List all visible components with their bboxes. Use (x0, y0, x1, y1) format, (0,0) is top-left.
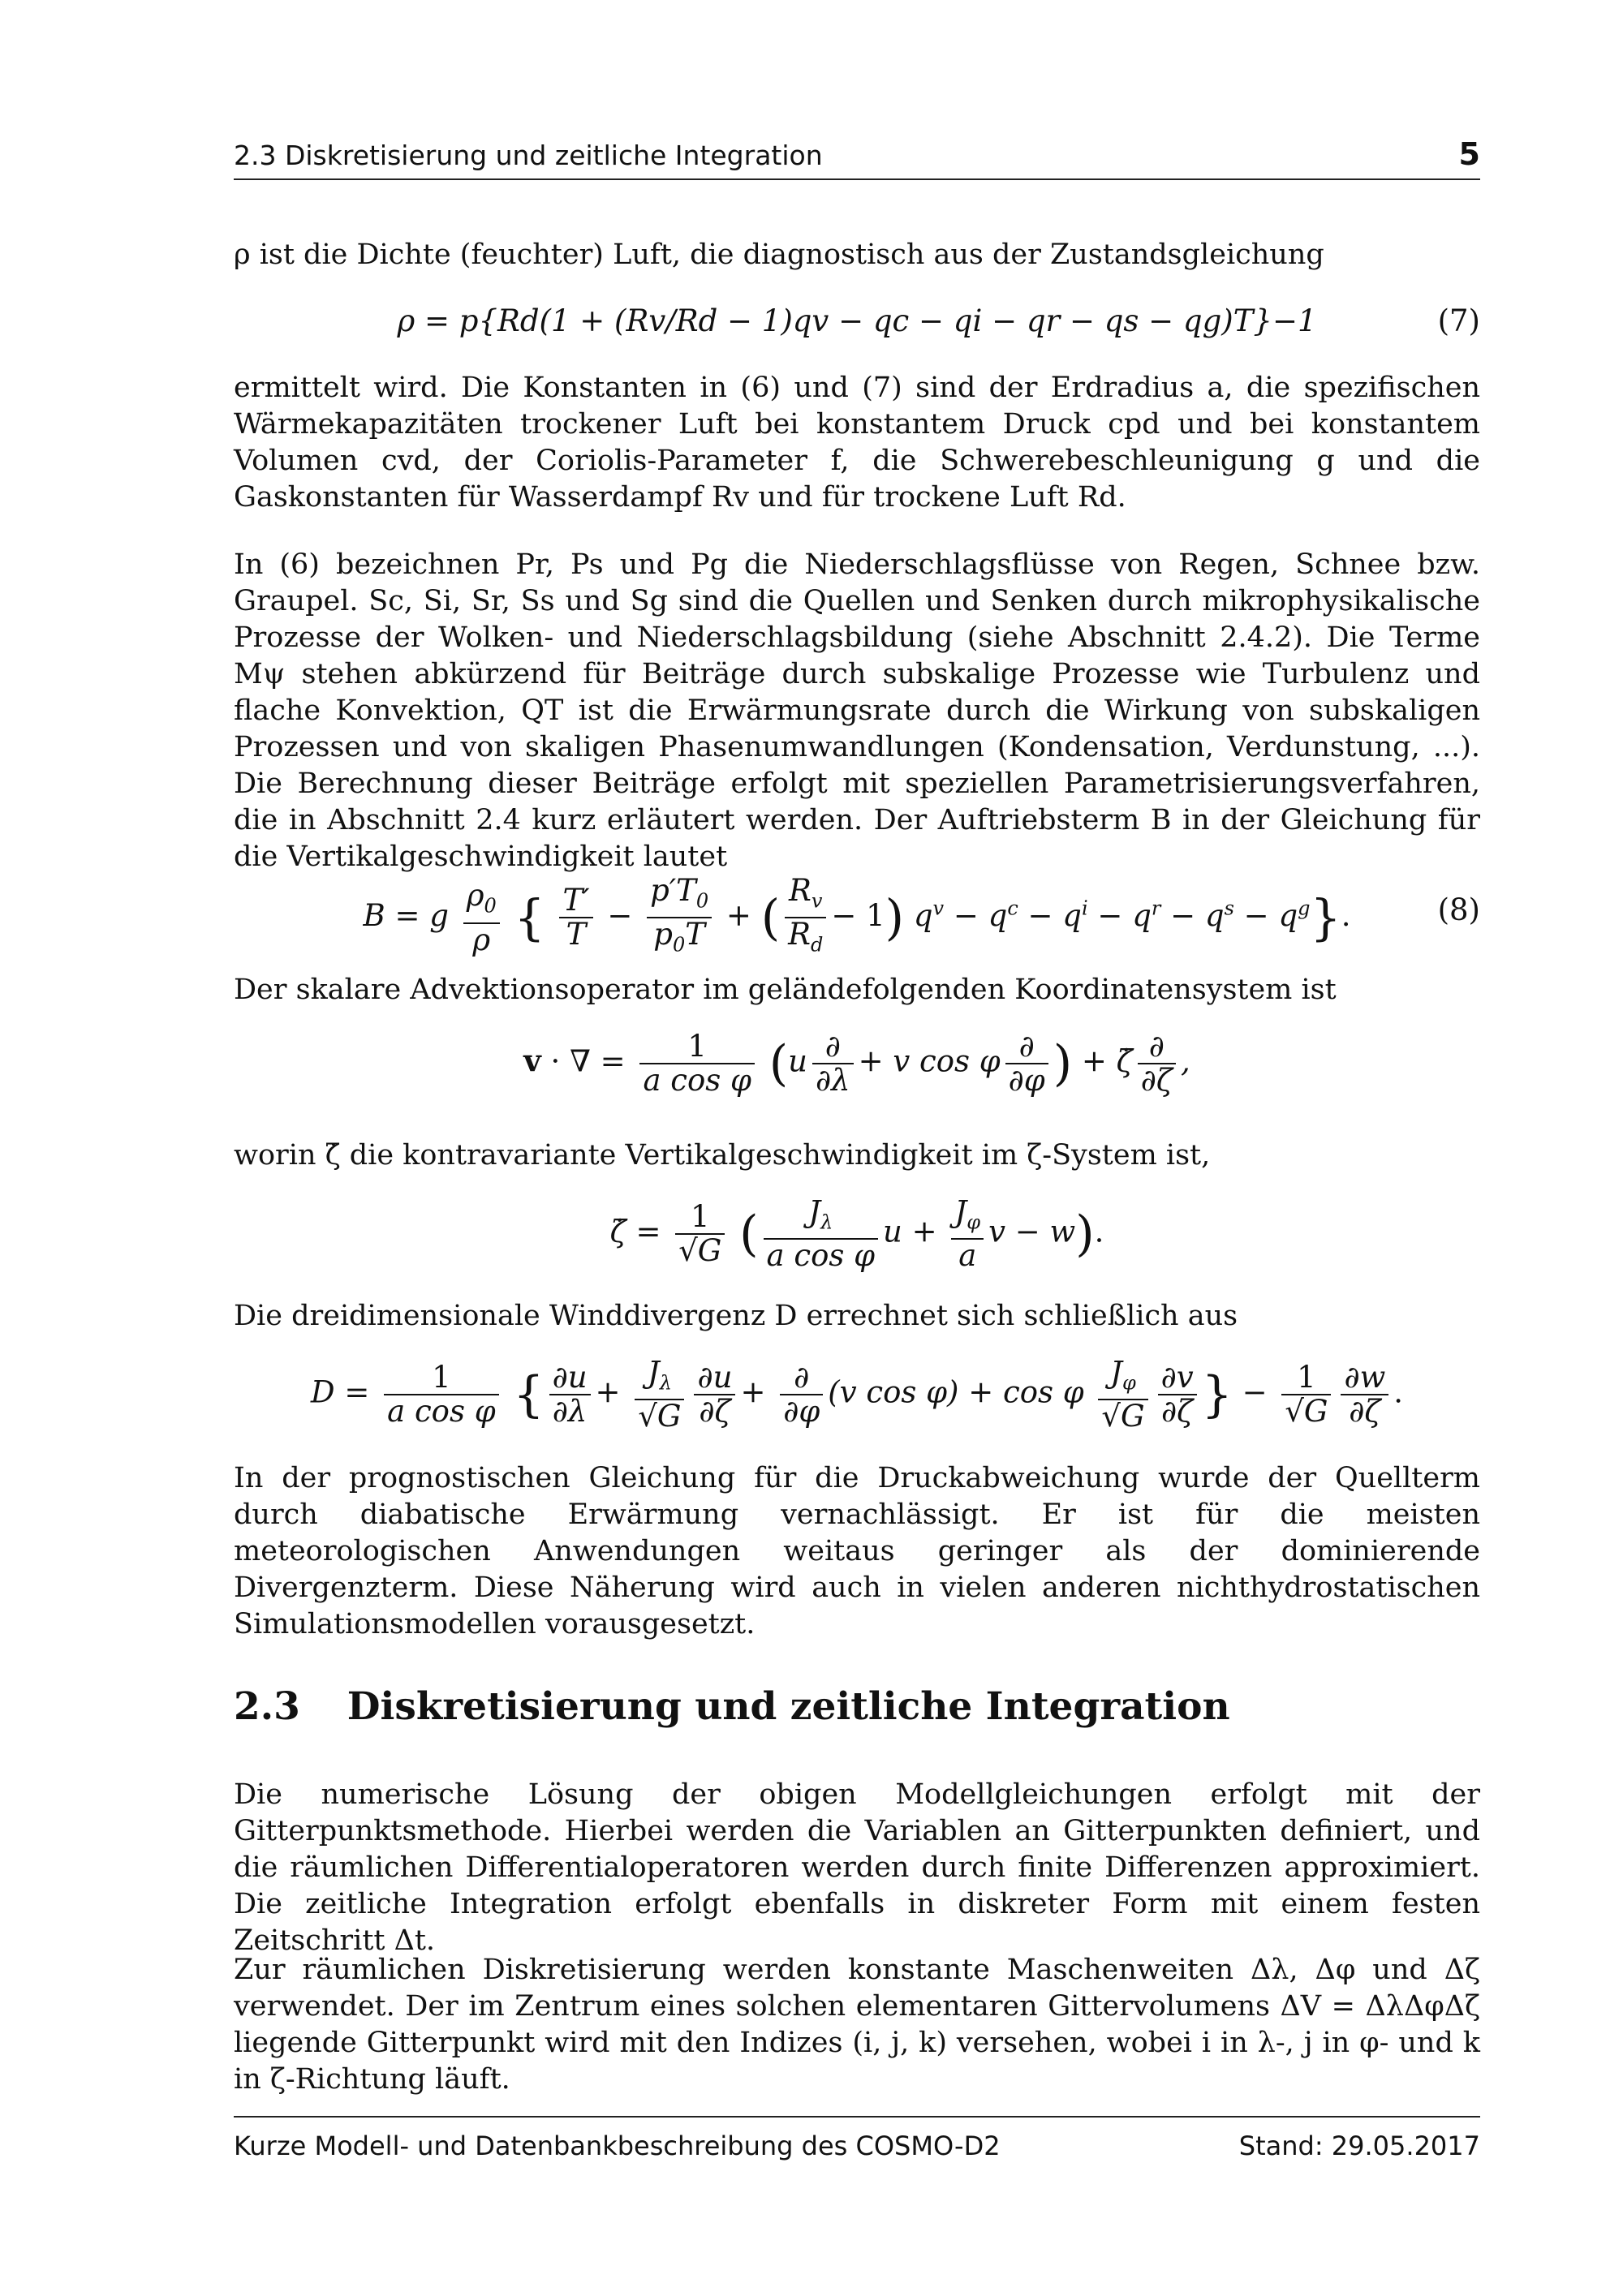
footer-document-title: Kurze Modell- und Datenbankbeschreibung des COSMO-D2 (234, 2130, 1001, 2161)
equation-divergence: D = $\frac{1}{\text{a cos φ}}$ { $\frac{\partial u}{\partial\lambda}$ + $\frac{J_\lambda}{√G}$ $\frac{\partial u}{\partial\zeta}$ + $\frac{\partial}{\partial\varphi}$ (v cos φ) + cos φ $\frac{J_\varphi}{√G}$ $\frac{\partial v}{\partial\zeta}$ } − $\frac{1}{√G}$ $\frac{\partial w}{\partial\zeta}$ . (310, 1355, 1404, 1434)
paragraph-precipitation: In (6) bezeichnen Pr, Ps und Pg die Niederschlagsflüsse von Regen, Schnee bzw. Graupel. Sc, Si, Sr, Ss und Sg sind die Quellen und Senken durch mikrophysikalische Prozesse der Wolken- und Niederschlagsbildung (siehe Abschnitt 2.4.2). Die Terme Mψ stehen abkürzend für Beiträge durch subskalige Prozesse wie Turbulenz und flache Konvektion, QT ist die Erwärmungsrate durch die Wirkung von subskaligen Prozessen und von skaligen Phasenumwandlungen (Kondensation, Verdunstung, ...). Die Berechnung dieser Beiträge erfolgt mit speziellen Parametrisierungsverfahren, die in Abschnitt 2.4 kurz erläutert werden. Der Auftriebsterm B in der Gleichung für die Vertikalgeschwindigkeit lautet (234, 548, 1480, 873)
frac-d-dphi-2: $\frac{\partial}{\partial\varphi}$ (780, 1361, 823, 1428)
frac-d-dzeta: $\frac{\partial}{\partial\zeta}$ (1138, 1030, 1176, 1097)
frac-pprime-t0: $\frac{p'T_0}{p_0T}$ (647, 875, 712, 961)
paragraph-divergence: Die dreidimensionale Winddivergenz D errechnet sich schließlich aus (234, 1300, 1238, 1332)
equation-7-body: ρ = p{Rd(1 + (Rv/Rd − 1)qv − qc − qi − qr − qs − qg)T}−1 (397, 303, 1317, 338)
section-heading (234, 1684, 1230, 1729)
frac-rho0-rho: $\frac{\rho_0}{\rho}$ (463, 879, 500, 956)
equation-7-number: (7) (1437, 303, 1480, 338)
frac-1-sqrtg-2: $\frac{1}{√G}$ (1281, 1361, 1331, 1428)
frac-jlambda-sqrtg: $\frac{J_\lambda}{√G}$ (635, 1357, 684, 1433)
frac-du-dlambda: $\frac{\partial u}{\partial\lambda}$ (549, 1361, 591, 1428)
frac-1-sqrtg: $\frac{1}{√G}$ (675, 1201, 725, 1267)
footer-date: Stand: 29.05.2017 (1238, 2130, 1480, 2161)
paragraph-density-intro: ρ ist die Dichte (feuchter) Luft, die diagnostisch aus der Zustandsgleichung (234, 239, 1324, 271)
frac-du-dzeta: $\frac{\partial u}{\partial\zeta}$ (694, 1361, 735, 1428)
running-header-title: 2.3 Diskretisierung und zeitliche Integration (234, 140, 823, 171)
equation-8: B = g $\frac{\rho_0}{\rho}$ { $\frac{T'}{T}$ − $\frac{p'T_0}{p_0T}$ + ( $\frac{R_v}{R_d}$ − 1) $q^v - q^c - q^i - q^r - q^s - q^g$}. (8) (234, 875, 1480, 952)
frac-dv-dzeta: $\frac{\partial v}{\partial\zeta}$ (1158, 1361, 1197, 1428)
frac-dw-dzeta: $\frac{\partial w}{\partial\zeta}$ (1341, 1361, 1388, 1428)
frac-1-acosphi: $\frac{1}{\text{a cos φ}}$ (639, 1030, 754, 1097)
equation-zeta-dot: ζ̇ = $\frac{1}{√G}$ ( $\frac{J_\lambda}{\text{a cos φ}}$ u + $\frac{J_\varphi}{a}$ v − w). (609, 1194, 1104, 1274)
page-number: 5 (1458, 136, 1480, 172)
frac-rv-rd: $\frac{R_v}{R_d}$ (785, 875, 826, 961)
frac-jphi-sqrtg: $\frac{J_\varphi}{√G}$ (1098, 1357, 1147, 1433)
equation-advection: v · ∇ = $\frac{1}{\text{a cos φ}}$ (u $\frac{\partial}{\partial\lambda}$ + v cos φ $\frac{\partial}{\partial\varphi}$ ) + ζ̇ $\frac{\partial}{\partial\zeta}$ , (523, 1029, 1190, 1098)
frac-jphi-a: $\frac{J_\varphi}{a}$ (951, 1196, 984, 1272)
paragraph-pressure-deviation: In der prognostischen Gleichung für die Druckabweichung wurde der Quellterm durch diabatische Erwärmung vernachlässigt. Er ist für die meisten meteorologischen Anwendungen weitaus geringer als der dominierende Divergenzterm. Diese Näherung wird auch in vielen anderen nichthydrostatischen Simulationsmodellen vorausgesetzt. (234, 1462, 1480, 1640)
equation-8-number: (8) (1437, 892, 1480, 927)
equation-7 (234, 303, 1480, 338)
paragraph-constants: ermittelt wird. Die Konstanten in (6) und (7) sind der Erdradius a, die spezifischen Wärmekapazitäten trockener Luft bei konstantem Druck cpd und bei konstantem Volumen cvd, der Coriolis-Parameter f, die Schwerebeschleunigung g und die Gaskonstanten für Wasserdampf Rv und für trockene Luft Rd. (234, 372, 1480, 514)
frac-1-acosphi-2: $\frac{1}{\text{a cos φ}}$ (384, 1361, 498, 1428)
section-number: 2.3 (234, 1684, 300, 1729)
paragraph-contravariant: worin ζ̇ die kontravariante Vertikalgeschwindigkeit im ζ-System ist, (234, 1139, 1211, 1172)
paragraph-spatial-discretization: Zur räumlichen Diskretisierung werden konstante Maschenweiten Δλ, Δφ und Δζ verwendet. Der im Zentrum eines solchen elementaren Gittervolumens ΔV = ΔλΔφΔζ liegende Gitterpunkt wird mit den Indizes (i, j, k) versehen, wobei i in λ-, j in φ- und k in ζ-Richtung läuft. (234, 1954, 1480, 2096)
section-title: Diskretisierung und zeitliche Integration (347, 1684, 1230, 1729)
page-footer (234, 2116, 1480, 2166)
frac-jlambda-acosphi: $\frac{J_\lambda}{\text{a cos φ}}$ (764, 1196, 878, 1272)
running-header (234, 136, 1480, 180)
paragraph-advection: Der skalare Advektionsoperator im geländefolgenden Koordinatensystem ist (234, 974, 1337, 1006)
frac-tprime-t: $\frac{T'}{T}$ (559, 884, 592, 951)
frac-d-dlambda: $\frac{\partial}{\partial\lambda}$ (812, 1030, 854, 1097)
frac-d-dphi: $\frac{\partial}{\partial\varphi}$ (1005, 1030, 1048, 1097)
paragraph-numerical-solution: Die numerische Lösung der obigen Modellgleichungen erfolgt mit der Gitterpunktsmethode. Hierbei werden die Variablen an Gitterpunkten definiert, und die räumlichen Differentialoperatoren werden durch finite Differenzen approximiert. Die zeitliche Integration erfolgt ebenfalls in diskreter Form mit einem festen Zeitschritt Δt. (234, 1778, 1480, 1957)
